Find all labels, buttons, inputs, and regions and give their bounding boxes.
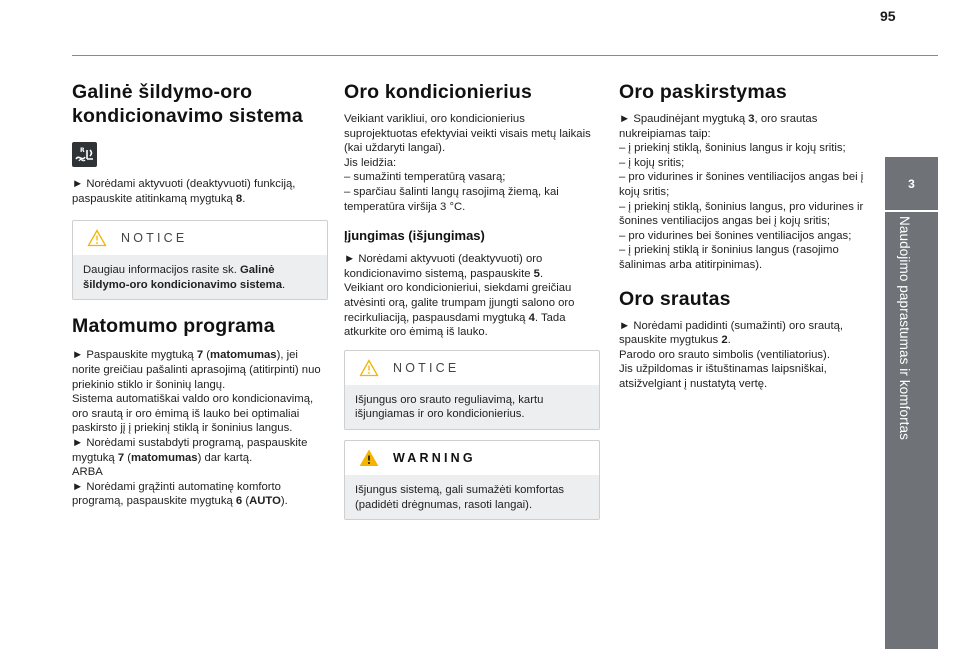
notice-box bbox=[344, 350, 600, 430]
paragraph: ► Spaudinėjant mygtuką 3, oro srautas nukreipiamas taip: bbox=[619, 113, 818, 140]
notice-header bbox=[73, 221, 327, 255]
rear-climate-icon bbox=[72, 142, 97, 167]
paragraph: Jis užpildomas ir ištuštinamas laipsniškai, atsižvelgiant į nustatytą vertę. bbox=[619, 363, 827, 390]
warning-triangle-filled-icon bbox=[359, 449, 379, 467]
chapter-title: Naudojimo paprastumas ir komfortas bbox=[897, 216, 912, 440]
paragraph: Jis leidžia: bbox=[344, 156, 397, 169]
notice-box bbox=[72, 220, 328, 300]
notice-title: NOTICE bbox=[393, 360, 460, 375]
warning-triangle-outline-icon bbox=[359, 359, 379, 377]
list-item: – pro vidurines bei šonines ventiliacijos angas; bbox=[619, 229, 852, 242]
warning-header bbox=[345, 441, 599, 475]
paragraph: ► Norėdami sustabdyti programą, paspauskite mygtuką 7 (matomumas) dar kartą. bbox=[72, 436, 308, 464]
list-item: – į kojų sritis; bbox=[619, 156, 685, 169]
paragraph: Veikiant oro kondicionieriui, siekdami greičiau atvėsinti orą, galite trumpam įjungti salono oro recirkuliaciją, paspausdami mygtuką 4. Tada atkurkite oro ėmimą iš lauko. bbox=[344, 282, 575, 339]
paragraph: ► Norėdami aktyvuoti (deaktyvuoti) funkciją, paspauskite atitinkamą mygtuką 8. bbox=[72, 178, 296, 205]
paragraph: ► Norėdami grąžinti automatinę komforto programą, paspauskite mygtuką 6 (AUTO). bbox=[72, 480, 288, 508]
column-left bbox=[72, 80, 328, 509]
chapter-tab[interactable]: 3 bbox=[885, 157, 938, 210]
section-heading-air-flow: Oro srautas bbox=[619, 287, 731, 310]
paragraph: ► Norėdami padidinti (sumažinti) oro srautą, spauskite mygtukus 2. bbox=[619, 319, 844, 347]
notice-body: Išjungus oro srauto reguliavimą, kartu išjungiamas ir oro kondicionierius. bbox=[345, 385, 599, 429]
paragraph: – sumažinti temperatūrą vasarą; bbox=[344, 171, 506, 184]
warning-title: WARNING bbox=[393, 450, 476, 465]
paragraph: – sparčiau šalinti langų rasojimą žiemą, kai temperatūra viršija 3 °C. bbox=[344, 185, 559, 213]
subheading-switching: Įjungimas (išjungimas) bbox=[344, 228, 485, 244]
paragraph: ► Norėdami aktyvuoti (deaktyvuoti) oro kondicionavimo sistemą, paspauskite 5. bbox=[344, 253, 544, 280]
notice-header bbox=[345, 351, 599, 385]
page-number: 95 bbox=[880, 8, 896, 24]
list-item: – pro vidurines ir šonines ventiliacijos angas bei į kojų sritis; bbox=[619, 171, 864, 198]
paragraph: Veikiant varikliui, oro kondicionierius suprojektuotas efektyviai veikti visais metų laikais (kai uždaryti langai). bbox=[344, 113, 591, 155]
column-middle bbox=[344, 80, 600, 520]
paragraph: ► Paspauskite mygtuką 7 (matomumas), jei norite greičiau pašalinti aprasojimą (atitirpinti) nuo priekinio stiklo ir šoninių langų. bbox=[72, 349, 321, 391]
svg-text:R: R bbox=[80, 147, 85, 154]
section-heading-air-conditioning: Oro kondicionierius bbox=[344, 81, 532, 103]
top-divider bbox=[72, 55, 938, 56]
paragraph: Sistema automatiškai valdo oro kondicionavimą, oro srautą ir oro ėmimą iš lauko bei optimaliai paskirsto jį į priekinį stiklą ir šoninius langus. bbox=[72, 393, 314, 435]
paragraph: ARBA bbox=[72, 466, 103, 479]
warning-body: Išjungus sistemą, gali sumažėti komfortas (padidėti drėgnumas, rasoti langai). bbox=[345, 475, 599, 519]
notice-title: NOTICE bbox=[121, 231, 188, 246]
list-item: – į priekinį stiklą, šoninius langus, pro vidurines ir šonines ventiliacijos angas bei į kojų sritis; bbox=[619, 200, 864, 228]
list-item: – į priekinį stiklą, šoninius langus ir kojų sritis; bbox=[619, 142, 846, 155]
section-heading-rear-climate: Galinė šildymo-oro kondicionavimo sistema bbox=[72, 81, 303, 127]
column-right bbox=[619, 80, 875, 392]
section-heading-visibility: Matomumo programa bbox=[72, 315, 275, 338]
warning-box bbox=[344, 440, 600, 520]
paragraph: Parodo oro srauto simbolis (ventiliatorius). bbox=[619, 348, 830, 361]
section-heading-air-distribution: Oro paskirstymas bbox=[619, 81, 787, 103]
notice-body: Daugiau informacijos rasite sk. Galinė šildymo-oro kondicionavimo sistema. bbox=[73, 255, 327, 299]
list-item: – į priekinį stiklą ir šoninius langus (rasojimo šalinimas arba atitirpinimas). bbox=[619, 244, 839, 271]
warning-triangle-outline-icon bbox=[87, 229, 107, 247]
